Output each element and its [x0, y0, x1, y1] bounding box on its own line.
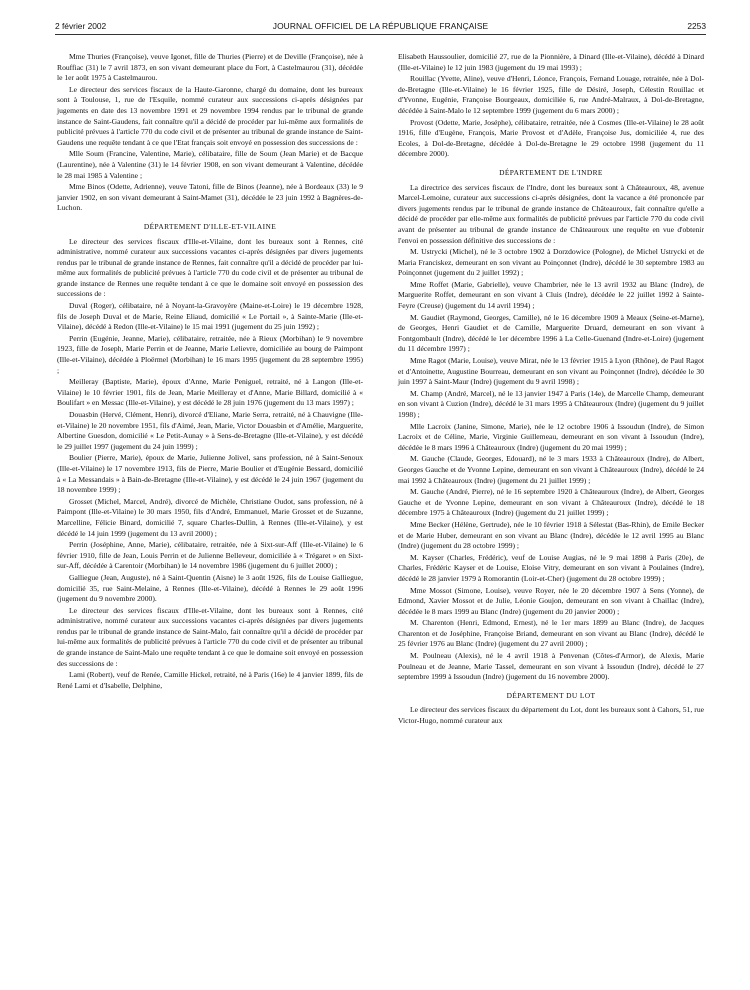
paragraph: Grosset (Michel, Marcel, André), divorcé de Michèle, Christiane Oudot, sans profession, né à Paimpont (Ille-et-Vilaine) le 30 mars 1950, fils d'André, Emmanuel, Marie Grosset et de Suzanne, Marcelline, Félicie Binard, domicilié 7, square Charles-Dullin, à Rennes (Ille-et-Vilaine), y est décédé le 14 juin 1999 (jugement du 13 avril 2000) ; — [57, 496, 363, 538]
section-heading: DÉPARTEMENT DU LOT — [506, 690, 596, 700]
paragraph: Mme Ragot (Marie, Louise), veuve Mirat, née le 13 février 1915 à Lyon (Rhône), de Paul Ragot et d'Antoinette, Augustine Bourreau, demeurant en son vivant au Poinçonnet (Indre), décédée le 30 juin 1997 à Saint-Maur (Indre) (jugement du 9 avril 1998) ; — [398, 356, 704, 387]
paragraph: Le directeur des services fiscaux d'Ille-et-Vilaine, dont les bureaux sont à Rennes, cité administrative, nommé curateur aux successions vacantes ci-après désignées par divers jugements rendus par le tribunal de grande instance de Rennes, fait connaître qu'il a décidé de procéder par lui-même aux formalités de publicité prévues à l'article 770 du code civil et de présenter au tribunal de grande instance de Rennes une requête tendant à ce que le domaine soit envoyé en possession des successions de : — [57, 236, 363, 299]
section-heading: DÉPARTEMENT D'ILLE-ET-VILAINE — [143, 221, 277, 231]
paragraph: M. Charenton (Henri, Edmond, Ernest), né le 1er mars 1899 au Blanc (Indre), de Jacques Charenton et de Joséphine, Françoise Briand, demeurant en son vivant au Blanc (Indre), décédé le 25 février 1976 au Blanc (Indre) (jugement du 27 avril 2000) ; — [398, 618, 704, 649]
paragraph: M. Kayser (Charles, Frédéric), veuf de Louise Augias, né le 9 mai 1898 à Paris (20e), de Charles, Frédéric Kayser et de Louise, Eloise Vitry, demeurant en son vivant à Poulaines (Indre), décédé le 28 janvier 1979 à Romorantin (Loir-et-Cher) (jugement du 28 octobre 1999) ; — [398, 552, 704, 583]
paragraph: Mme Thuries (Françoise), veuve Igonet, fille de Thuries (Pierre) et de Deville (Françoise), née à Rouffiac (31) le 7 avril 1873, en son vivant demeurant place du Fort, à Castelmaurou (31), décédée le 1er août 1975 à Castelmaurou. — [57, 52, 363, 83]
paragraph: M. Gaudiet (Raymond, Georges, Camille), né le 16 décembre 1909 à Meaux (Seine-et-Marne), de Georges, Henri Gaudiet et de Camille, Marguerite Druard, demeurant en son vivant à Fontgombault (Indre), décédé le 1er décembre 1996 à La Celle-Guenand (Indre-et-Loire) (jugement du 11 décembre 1997) ; — [398, 312, 704, 354]
paragraph: M. Gauche (André, Pierre), né le 16 septembre 1920 à Châteauroux (Indre), de Albert, Georges Gauche et de Yvonne Lepine, demeurant en son vivant à Châteauroux (Indre), décédé le 18 décembre 1975 à Châteauroux (Indre) (jugement du 21 juillet 1999) ; — [398, 487, 704, 518]
paragraph: Meilleray (Baptiste, Marie), époux d'Anne, Marie Peniguel, retraité, né à Langon (Ille-et-Vilaine) le 10 février 1901, fils de Jean, Marie Meilleray et d'Anne, Marie Billard, domicilié à « Boulifart » en Messac (Ille-et-Vilaine), y est décédé le 28 juin 1976 (jugement du 13 mars 1997) ; — [57, 377, 363, 408]
paragraph: Mlle Lacroix (Janine, Simone, Marie), née le 12 octobre 1906 à Issoudun (Indre), de Simon Lacroix et de Céline, Marie, Virginie Guillemeau, demeurant en son vivant à Issoudun (Indre), décédée le 8 mars 1996 à Châteauroux (Indre) (jugement du 20 mai 1999) ; — [398, 421, 704, 452]
paragraph: M. Ustrycki (Michel), né le 3 octobre 1902 à Dorzdowice (Pologne), de Michel Ustrycki et de Maria Franciskez, demeurant en son vivant au Poinçonnet (Indre), décédé le 30 septembre 1983 au Poinçonnet (jugement du 2 juillet 1992) ; — [398, 247, 704, 278]
header-page-number: 2253 — [687, 21, 706, 31]
paragraph: M. Champ (André, Marcel), né le 13 janvier 1947 à Paris (14e), de Marcelle Champ, demeurant en son vivant à Cuzion (Indre), décédé le 31 mars 1995 à Châteauroux (Indre) (jugement du 9 juillet 1998) ; — [398, 388, 704, 419]
paragraph: Mlle Soum (Francine, Valentine, Marie), célibataire, fille de Soum (Jean Marie) et de Bacque (Laurentine), née à Valentine (31) le 14 février 1908, en son vivant demeurant à Valentine, décédée le 28 mai 1985 à Valentine ; — [57, 149, 363, 180]
paragraph: Mme Becker (Hélène, Gertrude), née le 10 février 1918 à Sélestat (Bas-Rhin), de Emile Becker et de Marie Huber, demeurant en son vivant au Blanc (Indre), décédée le 12 avril 1995 au Blanc (Indre) (jugement du 28 octobre 1999) ; — [398, 519, 704, 551]
paragraph: Douasbin (Hervé, Clément, Henri), divorcé d'Eliane, Marie Serra, retraité, né à Chauvigne (Ille-et-Vilaine) le 20 novembre 1951, fils d'Aimé, Jean, Marie, Victor Douasbin et d'Amélie, Marguerite, Albertine Guesdon, domicilié « Le Petit-Aunay » à Sens-de-Bretagne (Ille-et-Vilaine), y est décédé le 29 juillet 1997 (jugement du 24 juin 1999) ; — [57, 410, 363, 451]
paragraph: Le directeur des services fiscaux du département du Lot, dont les bureaux sont à Cahors, 51, rue Victor-Hugo, nommé curateur aux — [398, 705, 704, 726]
paragraph: M. Gauche (Claude, Georges, Edouard), né le 3 mars 1933 à Châteauroux (Indre), de Albert, Georges Gauche et de Yvonne Lepine, demeurant en son vivant à Châteauroux (Indre), décédé le 24 mai 1992 à Châteauroux (Indre) (jugement du 21 juillet 1999) ; — [398, 454, 704, 485]
paragraph: Perrin (Eugénie, Jeanne, Marie), célibataire, retraitée, née à Rieux (Morbihan) le 9 novembre 1923, fille de Joseph, Marie Perrin et de Jeanne, Marie Lelievre, domiciliée au bourg de Paimpont (Ille-et-Vilaine), décédée à Ploërmel (Morbihan) le 16 mars 1995 (jugement du 28 septembre 1995) ; — [57, 333, 363, 375]
paragraph: Duval (Roger), célibataire, né à Noyant-la-Gravoyère (Maine-et-Loire) le 19 décembre 1928, fils de Joseph Duval et de Marie, Reine Eliaud, domicilié « Le Portail », à Sainte-Marie (Ille-et-Vilaine), décédé à Redon (Ille-et-Vilaine) le 15 mai 1991 (jugement du 25 juin 1992) ; — [57, 301, 363, 332]
paragraph: M. Poulneau (Alexis), né le 4 avril 1918 à Penvenan (Côtes-d'Armor), de Alexis, Marie Poulneau et de Jeanne, Marie Tassel, demeurant en son vivant à Issoudun (Indre), décédé le 27 septembre 1999 à Issoudun (Indre) (jugement du 16 novembre 2000). — [398, 651, 704, 682]
section-heading: DÉPARTEMENT DE L'INDRE — [499, 167, 603, 177]
paragraph: Galliegue (Jean, Auguste), né à Saint-Quentin (Aisne) le 3 août 1926, fils de Louise Galliegue, domicilié 35, rue Saint-Melaine, à Rennes (Ille-et-Vilaine), décédé à Rennes le 29 août 1996 (jugement du 9 novembre 2000). — [57, 572, 363, 604]
paragraph: Mme Mossot (Simone, Louise), veuve Royer, née le 20 décembre 1907 à Sens (Yonne), de Edmond, Xavier Mossot et de Julie, Léonie Goujon, demeurant en son vivant à Chaillac (Indre), décédée le 8 mars 1999 au Blanc (Indre) (jugement du 20 janvier 2000) ; — [398, 585, 704, 616]
header-date: 2 février 2002 — [55, 21, 107, 31]
paragraph: Lami (Robert), veuf de Renée, Camille Hickel, retraité, né à Paris (16e) le 4 janvier 1899, fils de René Lami et d'Isabelle, Delphine, — [57, 670, 363, 690]
page-header — [55, 20, 706, 35]
left-column — [57, 52, 363, 692]
paragraph: Le directeur des services fiscaux de la Haute-Garonne, chargé du domaine, dont les bureaux sont à Toulouse, 1, rue de l'Esquile, nommé curateur aux successions ci-après désignées par jugements en date des 13 novembre 1991 et 29 novembre 1994 rendus par le tribunal de grande instance de Saint-Gaudens, fait connaître qu'il a décidé de procéder par lui-même aux formalités de publicité prévues à l'article 770 du code civil et de présenter au tribunal de grande instance de Saint-Gaudens une requête tendant à ce que l'Etat français soit envoyé en possession des successions de : — [57, 84, 363, 147]
paragraph: Provost (Odette, Marie, Joséphe), célibataire, retraitée, née à Cosmes (Ille-et-Vilaine) le 28 août 1916, fille d'Eugène, François, Marie Provost et d'Adèle, Françoise Jus, domiciliée 4, rue des Ecoles, à Dol-de-Bretagne, décédée à Dol-de-Bretagne le 29 octobre 1998 (jugement du 11 décembre 2000). — [398, 117, 704, 159]
paragraph: Rouillac (Yvette, Aline), veuve d'Henri, Léonce, François, Fernand Louage, retraitée, née à Dol-de-Bretagne (Ille-et-Vilaine) le 16 février 1925, fille de Désiré, Joseph, Célestin Rouillac et d'Yvonne, Eugénie, Françoise Bourgeaux, domiciliée 6, rue André-Malraux, à Dol-de-Bretagne, décédée à Saint-Malo le 12 septembre 1999 (jugement du 6 mars 2000) ; — [398, 74, 704, 115]
paragraph: Mme Binos (Odette, Adrienne), veuve Tatoni, fille de Binos (Jeanne), née à Bordeaux (33) le 9 janvier 1902, en son vivant demeurant à Saint-Mamet (31), décédée le 23 juin 1992 à Bagnères-de-Luchon. — [57, 182, 363, 213]
header-journal-title: JOURNAL OFFICIEL DE LA RÉPUBLIQUE FRANÇAISE — [272, 21, 489, 31]
paragraph: Mme Roffet (Marie, Gabrielle), veuve Chambrier, née le 13 avril 1932 au Blanc (Indre), de Marguerite Roffet, demeurant en son vivant à Cluis (Indre), décédée le 22 juillet 1992 à Sainte-Feyre (Creuse) (jugement du 14 avril 1994) ; — [398, 279, 704, 311]
right-column — [398, 52, 704, 728]
paragraph: Perrin (Joséphine, Anne, Marie), célibataire, retraitée, née à Sixt-sur-Aff (Ille-et-Vilaine) le 6 février 1910, fille de Jean, Louis Perrin et de Julienne Belleveur, domiciliée à « Trégaret » en Sixt-sur-Aff, décédée à Carentoir (Morbihan) le 14 novembre 1986 (jugement du 6 juillet 2000) ; — [57, 540, 363, 571]
paragraph: Elisabeth Haussoulier, domicilié 27, rue de la Pionnière, à Dinard (Ille-et-Vilaine), décédé à Dinard (Ille-et-Vilaine) le 12 juin 1983 (jugement du 19 mai 1993) ; — [398, 52, 704, 72]
paragraph: Le directeur des services fiscaux d'Ille-et-Vilaine, dont les bureaux sont à Rennes, cité administrative, nommé curateur aux successions vacantes ci-après désignées par divers jugements rendus par le tribunal de grande instance de Saint-Malo, fait connaître qu'il a décidé de procéder par lui-même aux formalités de publicité prévues à l'article 770 du code civil et de présenter au tribunal de grande instance de Saint-Malo une requête tendant à ce que le domaine soit envoyé en possession des successions de : — [57, 605, 363, 668]
paragraph: Boulier (Pierre, Marie), époux de Marie, Julienne Jolivel, sans profession, né à Saint-Senoux (Ille-et-Vilaine) le 17 novembre 1913, fils de Pierre, Marie Boulier et d'Eugénie Bessard, domicilié à « La Messandais » à Bain-de-Bretagne (Ille-et-Vilaine), y est décédé le 24 juin 1967 (jugement du 18 novembre 1999) ; — [57, 453, 363, 495]
paragraph: La directrice des services fiscaux de l'Indre, dont les bureaux sont à Châteauroux, 48, avenue Marcel-Lemoine, curateur aux successions ci-après désignées, dont la vacance a été prononcée par divers jugements rendus par le tribunal de grande instance de Châteauroux, fait connaître qu'elle a décidé de procéder par elle-même aux formalités de publicité prévues par l'article 770 du code civil avant de présenter au tribunal de grande instance de Châteauroux une requête en vue d'obtenir l'envoi en possession définitive des successions de : — [398, 182, 704, 245]
